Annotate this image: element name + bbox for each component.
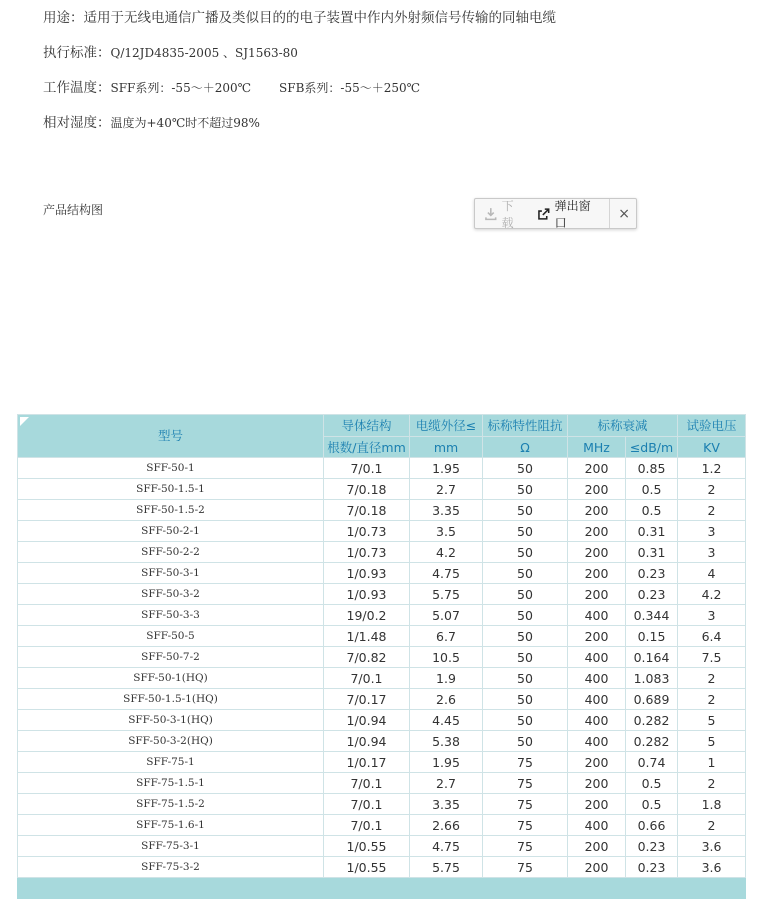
cell-impedance: 50 (483, 542, 568, 563)
cell-voltage: 2 (678, 773, 746, 794)
cell-diameter: 2.7 (410, 773, 483, 794)
table-footer-bar (18, 878, 746, 899)
cell-voltage: 3.6 (678, 857, 746, 878)
cell-diameter: 6.7 (410, 626, 483, 647)
header-diameter: 电缆外径≤ (410, 415, 483, 437)
cell-frequency: 200 (568, 563, 626, 584)
cell-attenuation: 0.5 (626, 479, 678, 500)
popup-window-button[interactable] (531, 199, 607, 228)
cell-model: SFF-50-3-1(HQ) (18, 710, 324, 731)
cell-conductor: 1/0.94 (324, 710, 410, 731)
humidity-text: 温度为+40℃时不超过98% (110, 116, 260, 130)
cell-conductor: 1/0.94 (324, 731, 410, 752)
usage-text: 适用于无线电通信广播及类似目的的电子装置中作内外射频信号传输的同轴电缆 (83, 10, 556, 26)
cell-model: SFF-50-7-2 (18, 647, 324, 668)
cell-frequency: 400 (568, 731, 626, 752)
cell-attenuation: 0.31 (626, 542, 678, 563)
cell-frequency: 200 (568, 500, 626, 521)
cell-conductor: 1/0.73 (324, 521, 410, 542)
cell-voltage: 3 (678, 542, 746, 563)
cell-model: SFF-50-3-2(HQ) (18, 731, 324, 752)
table-row (18, 773, 746, 794)
image-toolbar (474, 198, 637, 229)
spec-table-body (18, 458, 746, 899)
cell-attenuation: 0.5 (626, 794, 678, 815)
table-row (18, 521, 746, 542)
table-row (18, 626, 746, 647)
cell-attenuation: 0.23 (626, 584, 678, 605)
cell-conductor: 7/0.82 (324, 647, 410, 668)
header-voltage: 试验电压 (678, 415, 746, 437)
cell-conductor: 1/1.48 (324, 626, 410, 647)
standard-line (43, 41, 298, 61)
table-row (18, 815, 746, 836)
cell-frequency: 400 (568, 605, 626, 626)
cell-attenuation: 0.74 (626, 752, 678, 773)
close-icon: × (618, 205, 630, 222)
cell-attenuation: 0.66 (626, 815, 678, 836)
cell-voltage: 3 (678, 605, 746, 626)
cell-attenuation: 0.164 (626, 647, 678, 668)
standard-text: Q/12JD4835-2005 、SJ1563-80 (110, 46, 298, 60)
cell-frequency: 400 (568, 668, 626, 689)
cell-model: SFF-50-3-1 (18, 563, 324, 584)
table-row (18, 731, 746, 752)
cell-conductor: 7/0.1 (324, 794, 410, 815)
header-model: 型号 (18, 415, 324, 458)
cell-voltage: 2 (678, 668, 746, 689)
cell-diameter: 4.45 (410, 710, 483, 731)
header-voltage-unit: KV (678, 437, 746, 458)
cell-voltage: 6.4 (678, 626, 746, 647)
cell-model: SFF-50-1.5-1(HQ) (18, 689, 324, 710)
cell-voltage: 2 (678, 689, 746, 710)
table-row (18, 710, 746, 731)
cell-diameter: 4.75 (410, 836, 483, 857)
cell-attenuation: 0.282 (626, 710, 678, 731)
cell-frequency: 200 (568, 752, 626, 773)
cell-attenuation: 0.282 (626, 731, 678, 752)
close-button[interactable] (610, 199, 636, 228)
cell-voltage: 5 (678, 731, 746, 752)
cell-frequency: 200 (568, 479, 626, 500)
cell-attenuation: 0.344 (626, 605, 678, 626)
cell-frequency: 200 (568, 857, 626, 878)
standard-label: 执行标准： (43, 45, 111, 61)
cell-model: SFF-75-3-1 (18, 836, 324, 857)
humidity-label: 相对湿度： (43, 115, 111, 131)
cell-model: SFF-50-5 (18, 626, 324, 647)
cell-model: SFF-50-3-2 (18, 584, 324, 605)
cell-diameter: 5.75 (410, 857, 483, 878)
cell-model: SFF-75-1.6-1 (18, 815, 324, 836)
cell-impedance: 50 (483, 584, 568, 605)
header-conductor: 导体结构 (324, 415, 410, 437)
cell-frequency: 400 (568, 689, 626, 710)
cell-impedance: 50 (483, 710, 568, 731)
cell-impedance: 50 (483, 731, 568, 752)
cell-attenuation: 0.23 (626, 563, 678, 584)
usage-line (43, 6, 556, 26)
header-impedance-unit: Ω (483, 437, 568, 458)
cell-voltage: 4.2 (678, 584, 746, 605)
cell-attenuation: 0.23 (626, 836, 678, 857)
cell-impedance: 50 (483, 479, 568, 500)
cell-frequency: 200 (568, 794, 626, 815)
table-row (18, 689, 746, 710)
cell-conductor: 1/0.93 (324, 563, 410, 584)
temperature-sff: SFF系列：-55～＋200℃ (110, 81, 252, 95)
cell-diameter: 5.38 (410, 731, 483, 752)
table-row (18, 479, 746, 500)
table-row (18, 605, 746, 626)
header-attenuation: 标称衰减 (568, 415, 678, 437)
cell-frequency: 200 (568, 542, 626, 563)
cell-conductor: 7/0.1 (324, 773, 410, 794)
cell-impedance: 50 (483, 668, 568, 689)
cell-attenuation: 0.31 (626, 521, 678, 542)
cell-diameter: 1.9 (410, 668, 483, 689)
cell-frequency: 200 (568, 458, 626, 479)
popup-label: 弹出窗口 (554, 198, 591, 230)
cell-model: SFF-50-2-2 (18, 542, 324, 563)
table-row (18, 500, 746, 521)
cell-frequency: 200 (568, 626, 626, 647)
cell-diameter: 2.6 (410, 689, 483, 710)
cell-diameter: 2.7 (410, 479, 483, 500)
cell-diameter: 2.66 (410, 815, 483, 836)
cell-conductor: 1/0.73 (324, 542, 410, 563)
cell-impedance: 50 (483, 605, 568, 626)
cell-voltage: 1 (678, 752, 746, 773)
cell-impedance: 75 (483, 836, 568, 857)
download-label: 下载 (501, 198, 514, 230)
cell-impedance: 75 (483, 794, 568, 815)
cell-attenuation: 0.15 (626, 626, 678, 647)
table-row (18, 563, 746, 584)
usage-label: 用途： (43, 10, 84, 26)
cell-frequency: 200 (568, 521, 626, 542)
header-corner-mark (20, 417, 29, 426)
table-row (18, 668, 746, 689)
cell-model: SFF-75-1.5-1 (18, 773, 324, 794)
cell-impedance: 75 (483, 752, 568, 773)
cell-voltage: 2 (678, 500, 746, 521)
table-row (18, 647, 746, 668)
cell-diameter: 5.75 (410, 584, 483, 605)
table-footer-cell (18, 878, 746, 899)
cell-model: SFF-50-1.5-2 (18, 500, 324, 521)
cell-impedance: 50 (483, 647, 568, 668)
cell-attenuation: 1.083 (626, 668, 678, 689)
cell-attenuation: 0.689 (626, 689, 678, 710)
download-icon (484, 207, 498, 221)
cell-voltage: 3.6 (678, 836, 746, 857)
cell-diameter: 10.5 (410, 647, 483, 668)
table-row (18, 542, 746, 563)
cell-model: SFF-50-2-1 (18, 521, 324, 542)
cell-voltage: 7.5 (678, 647, 746, 668)
header-attenuation-unit: ≤dB/m (626, 437, 678, 458)
cell-diameter: 3.35 (410, 500, 483, 521)
cell-voltage: 1.8 (678, 794, 746, 815)
temperature-line (43, 76, 420, 96)
cell-frequency: 400 (568, 710, 626, 731)
cell-impedance: 50 (483, 626, 568, 647)
cell-model: SFF-50-1 (18, 458, 324, 479)
cell-voltage: 3 (678, 521, 746, 542)
cell-impedance: 75 (483, 857, 568, 878)
header-frequency-unit: MHz (568, 437, 626, 458)
cell-impedance: 50 (483, 563, 568, 584)
cell-conductor: 7/0.1 (324, 815, 410, 836)
cell-conductor: 1/0.55 (324, 857, 410, 878)
header-conductor-unit: 根数/直径mm (324, 437, 410, 458)
cell-frequency: 200 (568, 773, 626, 794)
cell-conductor: 7/0.18 (324, 479, 410, 500)
header-impedance: 标称特性阻抗 (483, 415, 568, 437)
cell-attenuation: 0.85 (626, 458, 678, 479)
cell-conductor: 19/0.2 (324, 605, 410, 626)
cell-frequency: 400 (568, 815, 626, 836)
cell-conductor: 7/0.1 (324, 668, 410, 689)
structure-label: 产品结构图 (43, 203, 104, 217)
cell-voltage: 2 (678, 815, 746, 836)
cell-diameter: 3.5 (410, 521, 483, 542)
cell-model: SFF-75-3-2 (18, 857, 324, 878)
cell-diameter: 1.95 (410, 752, 483, 773)
cell-model: SFF-50-3-3 (18, 605, 324, 626)
cell-conductor: 1/0.93 (324, 584, 410, 605)
cell-voltage: 1.2 (678, 458, 746, 479)
cell-conductor: 7/0.1 (324, 458, 410, 479)
cell-model: SFF-75-1 (18, 752, 324, 773)
cell-model: SFF-50-1(HQ) (18, 668, 324, 689)
cell-diameter: 4.2 (410, 542, 483, 563)
table-row (18, 458, 746, 479)
cell-model: SFF-50-1.5-1 (18, 479, 324, 500)
cell-model: SFF-75-1.5-2 (18, 794, 324, 815)
cell-impedance: 50 (483, 521, 568, 542)
table-row (18, 794, 746, 815)
cell-conductor: 1/0.55 (324, 836, 410, 857)
cell-frequency: 200 (568, 584, 626, 605)
cell-voltage: 5 (678, 710, 746, 731)
cell-voltage: 2 (678, 479, 746, 500)
cell-impedance: 75 (483, 815, 568, 836)
cell-attenuation: 0.5 (626, 500, 678, 521)
cell-impedance: 50 (483, 458, 568, 479)
cell-frequency: 400 (568, 647, 626, 668)
cell-frequency: 200 (568, 836, 626, 857)
cell-impedance: 50 (483, 689, 568, 710)
cell-impedance: 50 (483, 500, 568, 521)
table-row (18, 836, 746, 857)
cell-voltage: 4 (678, 563, 746, 584)
header-diameter-unit: mm (410, 437, 483, 458)
cell-attenuation: 0.23 (626, 857, 678, 878)
cell-conductor: 1/0.17 (324, 752, 410, 773)
cell-conductor: 7/0.17 (324, 689, 410, 710)
cell-diameter: 4.75 (410, 563, 483, 584)
table-row (18, 857, 746, 878)
external-link-icon (537, 207, 551, 221)
temperature-sfb: SFB系列：-55～＋250℃ (279, 81, 421, 95)
cell-conductor: 7/0.18 (324, 500, 410, 521)
spec-table (17, 414, 746, 899)
download-button[interactable] (475, 199, 531, 228)
cell-attenuation: 0.5 (626, 773, 678, 794)
cell-diameter: 1.95 (410, 458, 483, 479)
temperature-label: 工作温度： (43, 80, 111, 96)
cell-diameter: 5.07 (410, 605, 483, 626)
table-row (18, 584, 746, 605)
humidity-line (43, 111, 260, 131)
cell-diameter: 3.35 (410, 794, 483, 815)
cell-impedance: 75 (483, 773, 568, 794)
table-row (18, 752, 746, 773)
